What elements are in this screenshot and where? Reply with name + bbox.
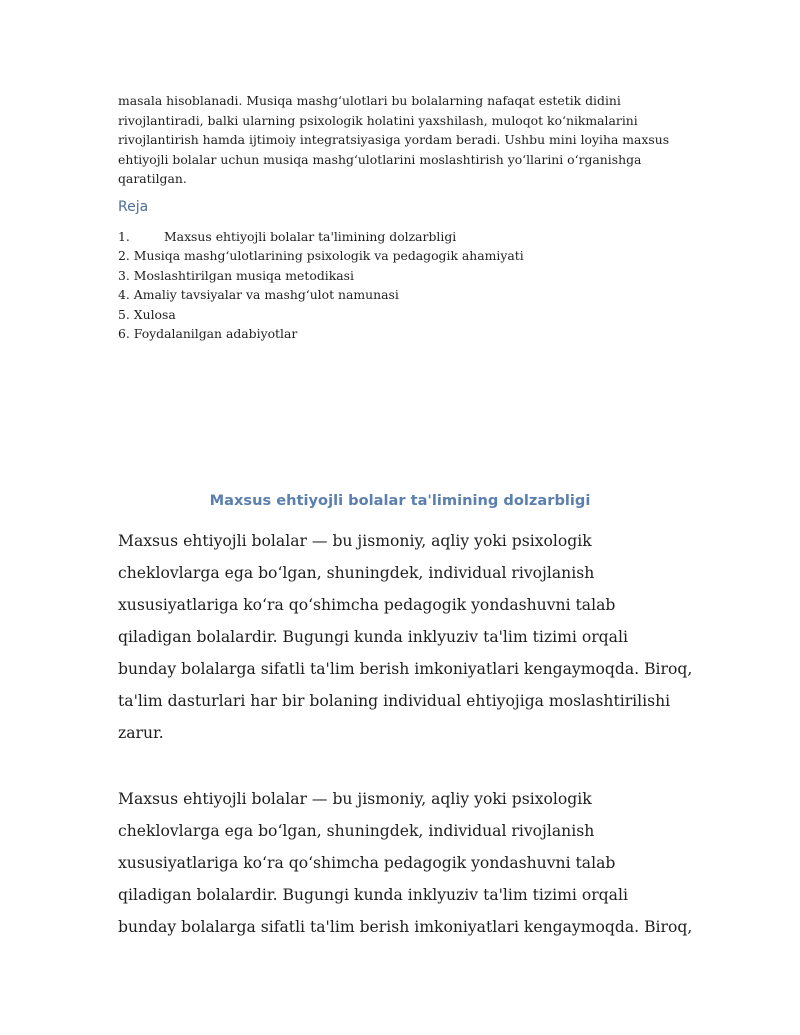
- section-heading: Maxsus ehtiyojli bolalar ta'limining dolzarbligi: [209, 492, 591, 509]
- paragraph-line: Maxsus ehtiyojli bolalar — bu jismoniy, aqliy yoki psixologik: [118, 532, 592, 550]
- plan-list: [118, 227, 524, 343]
- plan-item-text: Musiqa mashg‘ulotlarining psixologik va pedagogik ahamiyati: [133, 248, 524, 264]
- plan-item-number: 1.: [118, 229, 130, 244]
- plan-item-text: Moslashtirilgan musiqa metodikasi: [133, 267, 354, 283]
- paragraph-line: cheklovlarga ega bo‘lgan, shuningdek, individual rivojlanish: [118, 822, 595, 840]
- plan-item-text: Foydalanilgan adabiyotlar: [133, 326, 298, 342]
- plan-item-text: Xulosa: [133, 306, 176, 322]
- plan-item-number: 3.: [118, 267, 130, 283]
- paragraph-line: ta'lim dasturlari har bir bolaning individual ehtiyojiga moslashtirilishi: [118, 692, 671, 710]
- paragraph-line: cheklovlarga ega bo‘lgan, shuningdek, individual rivojlanish: [118, 564, 595, 582]
- paragraph-line: xususiyatlariga ko‘ra qo‘shimcha pedagogik yondashuvni talab: [118, 596, 616, 614]
- plan-item: [118, 266, 524, 285]
- paragraph-line: Maxsus ehtiyojli bolalar — bu jismoniy, aqliy yoki psixologik: [118, 790, 592, 808]
- plan-item: [118, 285, 524, 304]
- plan-item: [118, 227, 524, 246]
- plan-item-number: 4.: [118, 287, 130, 303]
- plan-item: [118, 324, 524, 343]
- paragraph-line: bunday bolalarga sifatli ta'lim berish imkoniyatlari kengaymoqda. Biroq,: [118, 660, 693, 678]
- plan-item-number: 5.: [118, 306, 130, 322]
- plan-item-number: 2.: [118, 248, 130, 264]
- plan-item: [118, 246, 524, 265]
- plan-heading: Reja: [118, 199, 149, 215]
- paragraph-line: bunday bolalarga sifatli ta'lim berish imkoniyatlari kengaymoqda. Biroq,: [118, 918, 693, 936]
- paragraph-line: xususiyatlariga ko‘ra qo‘shimcha pedagogik yondashuvni talab: [118, 854, 616, 872]
- body-paragraph-1: [118, 525, 698, 749]
- plan-item: [118, 305, 524, 324]
- intro-paragraph: masala hisoblanadi. Musiqa mashg‘ulotlari bu bolalarning nafaqat estetik didini rivojlantiradi, balki ularning psixologik holatini yaxshilash, muloqot ko‘nikmalarini rivojlantirish hamda ijtimoiy integratsiyasiga yordam beradi. Ushbu mini loyiha maxsus ehtiyojli bolalar uchun musiqa mashg‘ulotlarini moslashtirish yo‘llarini o‘rganishga qaratilgan.: [118, 93, 670, 187]
- body-paragraph-2: [118, 783, 698, 943]
- paragraph-line: qiladigan bolalardir. Bugungi kunda inklyuziv ta'lim tizimi orqali: [118, 628, 628, 646]
- plan-item-text: Amaliy tavsiyalar va mashg‘ulot namunasi: [133, 287, 399, 303]
- paragraph-line: zarur.: [118, 724, 164, 742]
- paragraph-line: qiladigan bolalardir. Bugungi kunda inklyuziv ta'lim tizimi orqali: [118, 886, 628, 904]
- plan-item-text: Maxsus ehtiyojli bolalar ta'limining dolzarbligi: [164, 229, 457, 244]
- plan-item-number: 6.: [118, 326, 130, 342]
